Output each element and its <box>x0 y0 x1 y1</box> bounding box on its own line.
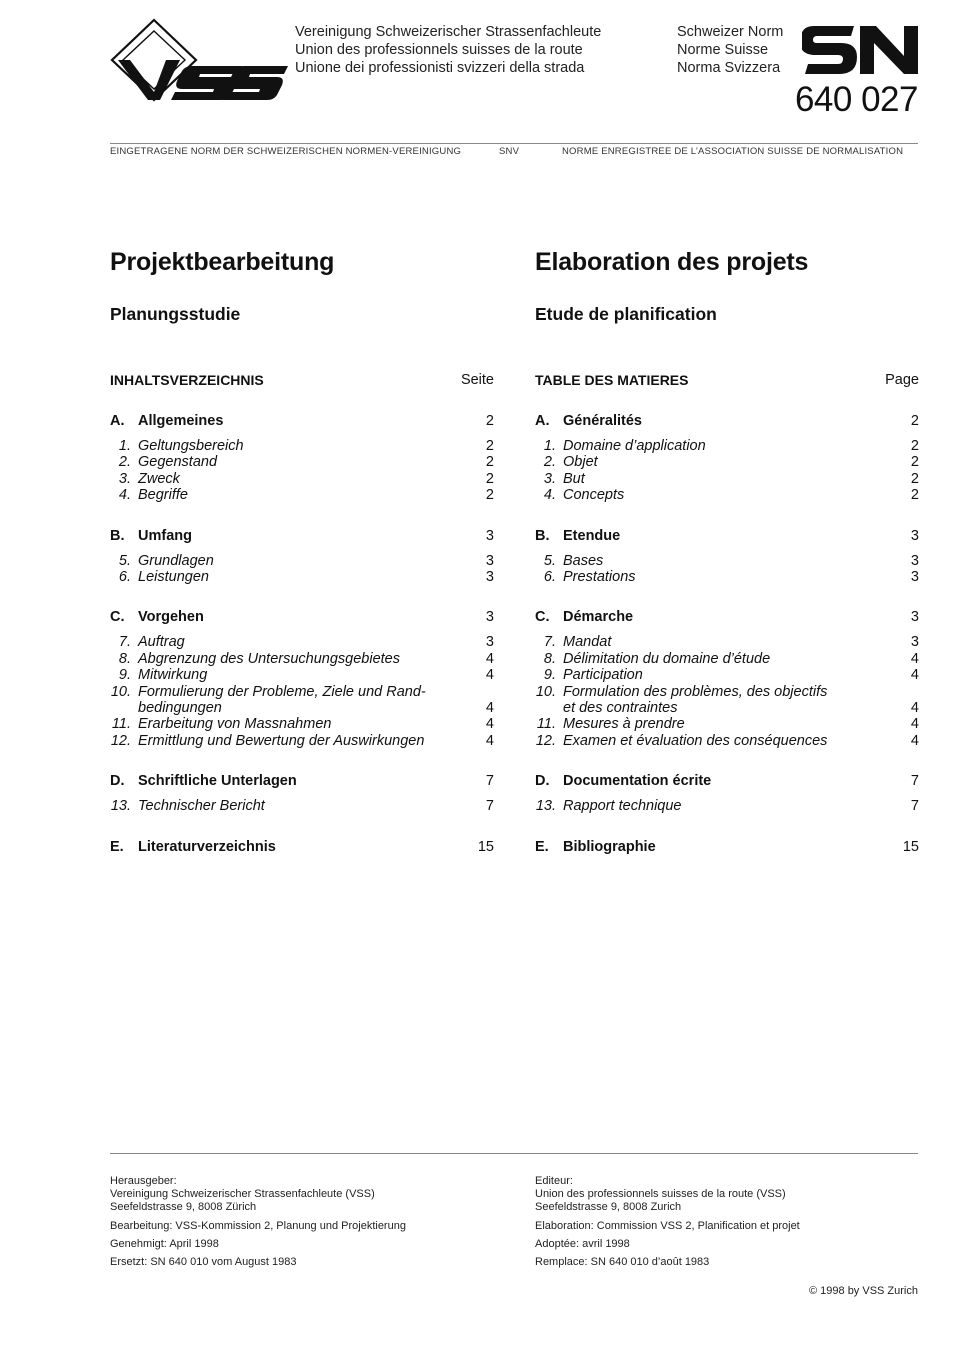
item-number <box>535 684 563 717</box>
item-number-text: 8. <box>118 650 131 667</box>
subtitle-fr: Etude de planification <box>535 304 717 324</box>
section-spacer <box>535 504 919 528</box>
section-spacer <box>110 857 494 881</box>
item-number <box>110 471 138 487</box>
item-number-text: 10. <box>110 683 131 700</box>
section-title: Généralités <box>563 413 642 429</box>
norm-number: 640 027 <box>794 80 918 119</box>
item-title-line: Technischer Bericht <box>138 798 265 815</box>
item-page: 4 <box>910 700 919 717</box>
item-page: 2 <box>485 438 494 454</box>
item-number <box>535 716 563 732</box>
association-name-de: Vereinigung Schweizerischer Strassenfachleute <box>295 24 602 40</box>
toc-section <box>110 773 494 791</box>
section-page: 3 <box>485 609 494 626</box>
item-title-line: Examen et évaluation des conséquences <box>563 732 828 749</box>
item-title <box>138 553 464 569</box>
item-page: 7 <box>910 798 919 815</box>
publisher-label: Editeur: <box>535 1175 573 1187</box>
association-name-fr: Union des professionnels suisses de la route <box>295 42 583 58</box>
toc-section <box>110 528 494 546</box>
item-number <box>110 798 138 814</box>
item-number-text: 4. <box>543 487 556 504</box>
toc-item <box>535 438 919 454</box>
section-spacer <box>535 815 919 839</box>
sn-logo <box>802 22 920 76</box>
section-letter: B. <box>110 527 125 544</box>
section-letter: C. <box>110 609 125 626</box>
item-number <box>110 651 138 667</box>
item-page: 2 <box>910 454 919 471</box>
toc-item <box>535 487 919 503</box>
registered-norm-de: EINGETRAGENE NORM DER SCHWEIZERISCHEN NORMEN-VEREINIGUNG <box>110 146 462 157</box>
section-spacer <box>535 749 919 773</box>
replaces-norm: Ersetzt: SN 640 010 vom August 1983 <box>110 1256 297 1269</box>
publisher-address: Seefeldstrasse 9, 8008 Zürich <box>110 1201 257 1214</box>
toc-item <box>110 553 494 569</box>
item-page: 2 <box>485 470 494 487</box>
item-number <box>535 487 563 503</box>
section-spacer <box>535 585 919 609</box>
toc-section <box>535 773 919 791</box>
toc-item <box>535 798 919 814</box>
item-number-text: 6. <box>543 569 556 586</box>
item-page: 3 <box>910 569 919 586</box>
item-page: 2 <box>910 470 919 487</box>
section-spacer <box>110 815 494 839</box>
item-title <box>563 733 889 749</box>
item-title-line: Auftrag <box>138 634 185 651</box>
toc-item <box>110 716 494 732</box>
item-number-text: 1. <box>118 438 131 454</box>
section-letter: C. <box>535 609 550 626</box>
item-number <box>110 716 138 732</box>
section-letter: D. <box>535 773 550 790</box>
copyright: © 1998 by VSS Zurich <box>809 1285 918 1297</box>
section-letter: E. <box>110 838 124 855</box>
item-number <box>110 553 138 569</box>
item-title-line: Participation <box>563 667 643 684</box>
item-title-line: Domaine d’application <box>563 438 706 454</box>
toc-section <box>535 413 919 431</box>
page-column-label: Page <box>885 372 919 388</box>
section-title: Literaturverzeichnis <box>138 838 276 855</box>
toc-header <box>535 372 919 390</box>
section-letter: E. <box>535 838 549 855</box>
item-page: 2 <box>485 487 494 504</box>
item-title <box>138 487 464 503</box>
item-number-text: 12. <box>110 732 131 749</box>
item-number <box>110 667 138 683</box>
item-page: 3 <box>910 552 919 569</box>
item-number-text: 7. <box>118 634 131 651</box>
item-title-line: Grundlagen <box>138 552 214 569</box>
toc-item <box>110 569 494 585</box>
item-number <box>535 667 563 683</box>
item-title <box>138 569 464 585</box>
section-letter: D. <box>110 773 125 790</box>
section-title: Umfang <box>138 527 192 544</box>
section-letter: A. <box>110 413 125 429</box>
item-page: 3 <box>485 569 494 586</box>
section-page: 3 <box>910 527 919 544</box>
toc-item <box>110 798 494 814</box>
publisher-address: Seefeldstrasse 9, 8008 Zurich <box>535 1201 682 1214</box>
toc-section <box>535 839 919 857</box>
toc-item <box>110 651 494 667</box>
item-number <box>535 651 563 667</box>
item-title-line: Mesures à prendre <box>563 716 685 733</box>
item-page: 2 <box>910 487 919 504</box>
item-page: 4 <box>910 650 919 667</box>
item-title-line: Begriffe <box>138 487 188 504</box>
toc-item <box>535 684 919 717</box>
item-number-text: 8. <box>543 650 556 667</box>
toc-item <box>535 569 919 585</box>
toc-item <box>535 553 919 569</box>
item-title <box>138 798 464 814</box>
table-of-contents-de <box>110 372 494 881</box>
toc-section <box>535 528 919 546</box>
norm-type-names <box>677 23 783 77</box>
section-title: Etendue <box>563 527 621 544</box>
item-title <box>563 454 889 470</box>
item-title <box>138 634 464 650</box>
item-title-line: Formulation des problèmes, des objectifs <box>563 683 828 700</box>
toc-heading: TABLE DES MATIERES <box>535 372 689 388</box>
item-number-text: 2. <box>543 454 556 471</box>
item-number <box>110 733 138 749</box>
prepared-by: Bearbeitung: VSS-Kommission 2, Planung und Projektierung <box>110 1219 406 1232</box>
item-number-text: 13. <box>110 798 131 815</box>
section-letter: B. <box>535 527 550 544</box>
section-page: 15 <box>477 838 494 855</box>
section-page: 15 <box>902 838 919 855</box>
item-title <box>138 438 464 454</box>
publisher-label: Herausgeber: <box>110 1175 177 1187</box>
item-title <box>563 798 889 814</box>
item-number <box>535 798 563 814</box>
item-number-text: 5. <box>543 552 556 569</box>
footer-fr <box>535 1175 919 1274</box>
norm-type-fr: Norme Suisse <box>677 42 769 58</box>
toc-item <box>110 667 494 683</box>
toc-item <box>535 634 919 650</box>
item-page: 2 <box>910 438 919 454</box>
section-title: Documentation écrite <box>563 773 712 790</box>
item-title-line: Mandat <box>563 634 612 651</box>
toc-item <box>535 733 919 749</box>
item-title-line: Mitwirkung <box>138 667 208 684</box>
section-page: 2 <box>910 413 919 429</box>
toc-section <box>110 413 494 431</box>
item-number-text: 4. <box>118 487 131 504</box>
item-title <box>138 667 464 683</box>
item-number <box>535 553 563 569</box>
item-title <box>563 471 889 487</box>
toc-item <box>110 487 494 503</box>
norm-type-de: Schweizer Norm <box>677 24 784 40</box>
section-spacer <box>110 585 494 609</box>
section-page: 2 <box>485 413 494 429</box>
item-title-line: But <box>563 470 585 487</box>
item-number <box>110 438 138 454</box>
item-title-line: Abgrenzung des Untersuchungsgebietes <box>138 650 400 667</box>
item-title-line: Gegenstand <box>138 454 218 471</box>
toc-item <box>535 651 919 667</box>
item-title <box>138 651 464 667</box>
table-of-contents-fr <box>535 372 919 881</box>
item-title <box>138 471 464 487</box>
item-title-line: bedingungen <box>138 700 222 717</box>
toc-item <box>535 454 919 470</box>
item-page: 4 <box>910 667 919 684</box>
toc-section <box>110 609 494 627</box>
toc-item <box>535 716 919 732</box>
toc-header <box>110 372 494 390</box>
toc-item <box>110 733 494 749</box>
section-letter: A. <box>535 413 550 429</box>
item-title-line: Leistungen <box>138 569 209 586</box>
section-title: Allgemeines <box>138 413 224 429</box>
publisher-name: Vereinigung Schweizerischer Strassenfachleute (VSS) <box>110 1188 375 1201</box>
item-number <box>110 634 138 650</box>
title-fr: Elaboration des projets <box>535 248 809 276</box>
item-number-text: 3. <box>543 470 556 487</box>
item-title <box>138 716 464 732</box>
item-title <box>563 634 889 650</box>
item-number-text: 6. <box>118 569 131 586</box>
item-title-line: Ermittlung und Bewertung der Auswirkungen <box>138 732 425 749</box>
section-page: 3 <box>910 609 919 626</box>
page-column-label: Seite <box>460 372 494 388</box>
toc-item <box>110 454 494 470</box>
item-page: 4 <box>910 716 919 733</box>
item-page: 7 <box>485 798 494 815</box>
item-number-text: 11. <box>536 716 556 733</box>
replaces-norm: Remplace: SN 640 010 d’août 1983 <box>535 1256 710 1269</box>
item-number-text: 2. <box>118 454 131 471</box>
item-page: 4 <box>485 650 494 667</box>
section-title: Vorgehen <box>138 609 204 626</box>
item-number-text: 7. <box>543 634 556 651</box>
item-number <box>535 569 563 585</box>
footer-de <box>110 1175 510 1274</box>
section-spacer <box>535 857 919 881</box>
section-title: Démarche <box>563 609 634 626</box>
section-page: 7 <box>485 773 494 790</box>
item-title-line: Prestations <box>563 569 636 586</box>
section-spacer <box>110 504 494 528</box>
item-number-text: 5. <box>118 552 131 569</box>
section-page: 7 <box>910 773 919 790</box>
item-title-line: Erarbeitung von Massnahmen <box>138 716 332 733</box>
item-page: 3 <box>485 634 494 651</box>
item-title-line: Concepts <box>563 487 625 504</box>
toc-item <box>110 471 494 487</box>
item-number <box>535 454 563 470</box>
item-number-text: 9. <box>543 667 556 684</box>
item-title <box>563 569 889 585</box>
approval-date: Adoptée: avril 1998 <box>535 1237 630 1250</box>
item-title-line: Zweck <box>138 470 180 487</box>
item-number-text: 13. <box>535 798 556 815</box>
header-divider <box>110 143 918 144</box>
item-page: 2 <box>485 454 494 471</box>
footer-divider <box>110 1153 918 1154</box>
item-title <box>138 454 464 470</box>
toc-item <box>110 438 494 454</box>
item-number-text: 9. <box>118 667 131 684</box>
item-title-line: Délimitation du domaine d’étude <box>563 650 771 667</box>
item-title <box>563 684 889 717</box>
registered-norm-snv: SNV <box>499 146 520 157</box>
item-title <box>563 438 889 454</box>
item-title <box>563 553 889 569</box>
association-names <box>295 23 601 77</box>
toc-item <box>110 684 494 717</box>
item-title <box>563 651 889 667</box>
item-number-text: 11. <box>111 716 131 733</box>
toc-item <box>535 471 919 487</box>
toc-heading: INHALTSVERZEICHNIS <box>110 372 264 388</box>
item-number <box>110 487 138 503</box>
item-number-text: 3. <box>118 470 131 487</box>
toc-section <box>535 609 919 627</box>
norm-type-it: Norma Svizzera <box>677 60 781 76</box>
item-page: 4 <box>485 667 494 684</box>
item-title-line: Geltungsbereich <box>138 438 244 454</box>
vss-logo <box>108 18 290 102</box>
subtitle-de: Planungsstudie <box>110 304 241 324</box>
section-page: 3 <box>485 527 494 544</box>
item-number <box>535 438 563 454</box>
item-page: 4 <box>485 700 494 717</box>
item-title-line: Objet <box>563 454 598 471</box>
publisher-name: Union des professionnels suisses de la route (VSS) <box>535 1188 786 1201</box>
item-number-text: 12. <box>535 732 556 749</box>
item-title-line: Formulierung der Probleme, Ziele und Rand- <box>138 683 426 700</box>
item-page: 3 <box>485 552 494 569</box>
item-number-text: 10. <box>535 683 556 700</box>
item-title <box>563 716 889 732</box>
title-de: Projektbearbeitung <box>110 248 335 276</box>
item-number <box>110 454 138 470</box>
item-number-text: 1. <box>543 438 556 454</box>
section-spacer <box>110 749 494 773</box>
item-page: 4 <box>485 716 494 733</box>
toc-section <box>110 839 494 857</box>
item-title-line: et des contraintes <box>563 700 678 717</box>
item-number <box>535 471 563 487</box>
item-title-line: Rapport technique <box>563 798 682 815</box>
section-title: Schriftliche Unterlagen <box>138 773 297 790</box>
item-title <box>563 487 889 503</box>
association-name-it: Unione dei professionisti svizzeri della strada <box>295 60 585 76</box>
item-title <box>138 684 464 717</box>
item-number <box>110 569 138 585</box>
item-page: 4 <box>485 732 494 749</box>
item-page: 3 <box>910 634 919 651</box>
section-title: Bibliographie <box>563 838 656 855</box>
approval-date: Genehmigt: April 1998 <box>110 1237 219 1250</box>
toc-item <box>535 667 919 683</box>
item-number <box>535 634 563 650</box>
item-number <box>110 684 138 717</box>
item-page: 4 <box>910 732 919 749</box>
item-number <box>535 733 563 749</box>
prepared-by: Elaboration: Commission VSS 2, Planification et projet <box>535 1219 800 1232</box>
item-title <box>563 667 889 683</box>
item-title <box>138 733 464 749</box>
registered-norm-fr: NORME ENREGISTREE DE L’ASSOCIATION SUISSE DE NORMALISATION <box>562 146 904 157</box>
item-title-line: Bases <box>563 552 604 569</box>
toc-item <box>110 634 494 650</box>
